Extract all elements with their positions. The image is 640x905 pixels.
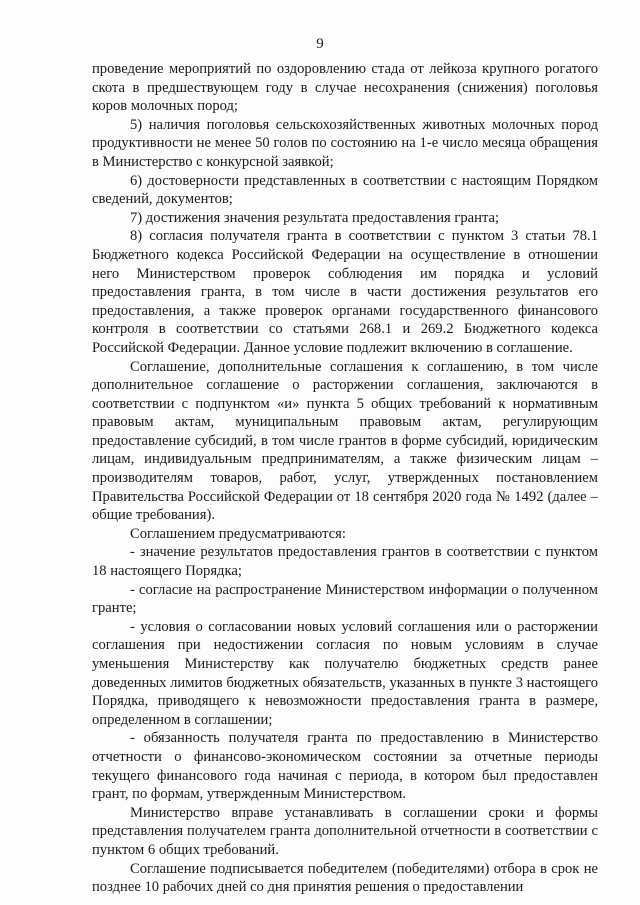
list-item-reporting-obligation: - обязанность получателя гранта по предоставлению в Министерство отчетности о финансово-экономическом состоянии за отчетные периоды текущего финансового года начиная с периода, в котором был предоставлен грант, по формам, утвержденным Министерством. <box>92 730 598 803</box>
document-body <box>92 60 598 897</box>
paragraph-agreement-provides: Соглашением предусматриваются: <box>130 525 346 542</box>
paragraph-item-6: 6) достоверности представленных в соответствии с настоящим Порядком сведений, документов; <box>92 172 598 208</box>
paragraph-ministry-rights: Министерство вправе устанавливать в соглашении сроки и формы представления получателем гранта дополнительной отчетности в соответствии с пунктом 6 общих требований. <box>92 804 598 858</box>
paragraph-item-8: 8) согласия получателя гранта в соответствии с пунктом 3 статьи 78.1 Бюджетного кодекса Российской Федерации на осуществление в отношении него Министерством проверок соблюдения им порядка и условий предоставления гранта, в том числе в части достижения результатов его предоставления, а также проверок органами государственного финансового контроля в соответствии со статьями 268.1 и 269.2 Бюджетного кодекса Российской Федерации. Данное условие подлежит включению в соглашение. <box>92 228 598 356</box>
paragraph-continuation-livestock: проведение мероприятий по оздоровлению стада от лейкоза крупного рогатого скота в предшествующем году в случае несохранения (снижения) поголовья коров молочных пород; <box>92 61 598 115</box>
paragraph-signing: Соглашение подписывается победителем (победителями) отбора в срок не позднее 10 рабочих дней со дня принятия решения о предоставлении <box>92 860 598 896</box>
page-number: 9 <box>316 36 324 52</box>
list-item-new-conditions: - условия о согласовании новых условий соглашения или о расторжении соглашения при недостижении согласия по новым условиям в случае уменьшения Министерству как получателю бюджетных средств ранее доведенных лимитов бюджетных обязательств, указанных в пункте 3 настоящего Порядка, приводящего к невозможности предоставления гранта в размере, определенном в соглашении; <box>92 618 598 728</box>
paragraph-agreement: Соглашение, дополнительные соглашения к соглашению, в том числе дополнительное соглашение о расторжении соглашения, заключаются в соответствии с подпунктом «и» пункта 5 общих требований к нормативным правовым актам, муниципальным правовым актам, регулирующим предоставление субсидий, в том числе грантов в форме субсидий, юридическим лицам, индивидуальным предпринимателям, а также физическим лицам – производителям товаров, работ, услуг, утвержденных постановлением Правительства Российской Федерации от 18 сентября 2020 года № 1492 (далее – общие требования). <box>92 358 598 524</box>
paragraph-item-5: 5) наличия поголовья сельскохозяйственных животных молочных пород продуктивности не менее 50 голов по состоянию на 1-е число месяца обращения в Министерство с конкурсной заявкой; <box>92 116 598 170</box>
list-item-consent: - согласие на распространение Министерством информации о полученном гранте; <box>92 581 598 617</box>
list-item-results-value: - значение результатов предоставления грантов в соответствии с пунктом 18 настоящего Порядка; <box>92 544 598 580</box>
paragraph-item-7: 7) достижения значения результата предоставления гранта; <box>130 209 500 226</box>
